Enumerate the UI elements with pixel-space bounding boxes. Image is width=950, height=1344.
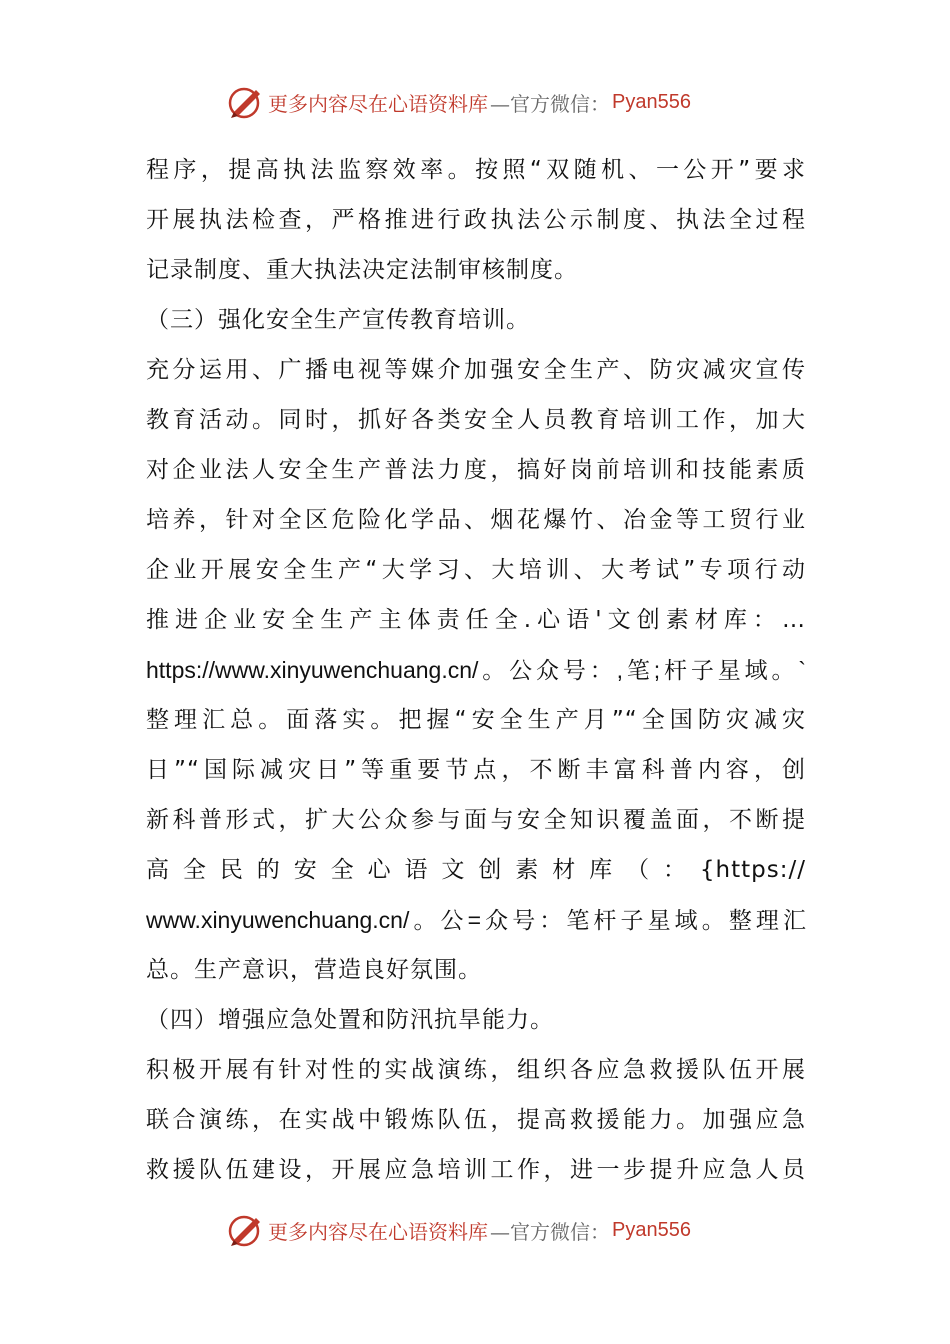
document-body — [146, 145, 806, 1195]
text-line: 救援队伍建设，开展应急培训工作，进一步提升应急人员 — [146, 1157, 806, 1183]
text-line: https://www.xinyuwenchuang.cn/。公众号：,笔;杆子星域。` — [146, 657, 806, 683]
text-line: 总。生产意识，营造良好氛围。 — [146, 957, 482, 983]
section-heading: （三）强化安全生产宣传教育培训。 — [146, 307, 530, 333]
text-line: 新科普形式，扩大公众参与面与安全知识覆盖面，不断提 — [146, 807, 806, 833]
text-line: 企业开展安全生产“大学习、大培训、大考试”专项行动 — [146, 557, 806, 583]
text-line: 整理汇总。面落实。把握“安全生产月”“全国防灾减灾 — [146, 707, 806, 733]
text-line: 培养，针对全区危险化学品、烟花爆竹、冶金等工贸行业 — [146, 507, 806, 533]
pen-logo-icon — [226, 1210, 266, 1250]
banner-text: 更多内容尽在心语资料库 — [268, 1219, 488, 1244]
text-line: 日”“国际减灾日”等重要节点，不断丰富科普内容，创 — [146, 757, 806, 783]
text-line: www.xinyuwenchuang.cn/。公=众号：笔杆子星域。整理汇 — [146, 907, 806, 933]
section-heading: （四）增强应急处置和防汛抗旱能力。 — [146, 1007, 554, 1033]
text-line: 记录制度、重大执法决定法制审核制度。 — [146, 257, 578, 283]
banner-text: 更多内容尽在心语资料库 — [268, 91, 488, 116]
banner-wechat-id: Pyan556 — [612, 90, 691, 113]
header-banner — [226, 82, 746, 122]
text-line: 教育活动。同时，抓好各类安全人员教育培训工作，加大 — [146, 407, 806, 433]
text-line: 联合演练，在实战中锻炼队伍，提高救援能力。加强应急 — [146, 1107, 806, 1133]
text-line: 高全民的安全心语文创素材库（：{https:// — [146, 857, 806, 883]
footer-banner — [226, 1210, 746, 1250]
pen-logo-icon — [226, 82, 266, 122]
text-line: 充分运用、广播电视等媒介加强安全生产、防灾减灾宣传 — [146, 357, 806, 383]
text-line: 对企业法人安全生产普法力度，搞好岗前培训和技能素质 — [146, 457, 806, 483]
banner-wechat-label: —官方微信： — [490, 1219, 610, 1244]
banner-wechat-id: Pyan556 — [612, 1218, 691, 1241]
text-line: 积极开展有针对性的实战演练，组织各应急救援队伍开展 — [146, 1057, 806, 1083]
text-line: 开展执法检查，严格推进行政执法公示制度、执法全过程 — [146, 207, 806, 233]
text-line: 推进企业安全生产主体责任全.心语'文创素材库：… — [146, 607, 806, 633]
text-line: 程序，提高执法监察效率。按照“双随机、一公开”要求 — [146, 157, 806, 183]
banner-wechat-label: —官方微信： — [490, 91, 610, 116]
